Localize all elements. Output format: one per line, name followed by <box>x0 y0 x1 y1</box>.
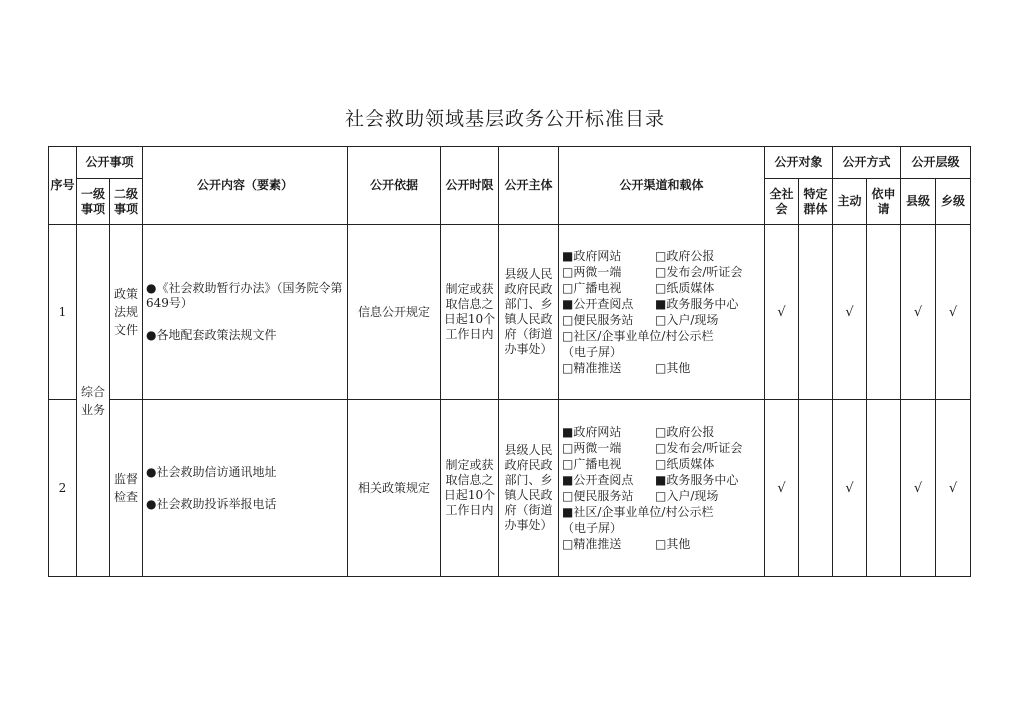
channel-item: ■政务服务中心 <box>655 473 739 487</box>
check-all: √ <box>765 225 799 400</box>
channel-item: □两微一端 <box>562 265 622 279</box>
channel-item: （电子屏） <box>562 521 623 535</box>
header-items: 公开事项 <box>77 147 143 179</box>
content-item: ●社会救助信访通讯地址 <box>146 464 277 479</box>
row-time: 制定或获取信息之日起10个工作日内 <box>441 225 499 400</box>
header-level-township: 乡级 <box>936 179 971 225</box>
header-content: 公开内容（要素） <box>143 147 348 225</box>
check-county: √ <box>901 400 936 577</box>
row-seq: 1 <box>49 225 77 400</box>
table-row <box>49 225 971 400</box>
channel-item: □纸质媒体 <box>655 457 715 471</box>
header-subject: 公开主体 <box>499 147 559 225</box>
channel-item: □便民服务站 <box>562 489 634 503</box>
row-seq: 2 <box>49 400 77 577</box>
row-level2: 监督检查 <box>110 400 143 577</box>
channel-item: ■公开查阅点 <box>562 473 634 487</box>
row-basis: 信息公开规定 <box>348 225 441 400</box>
row-subject: 县级人民政府民政部门、乡镇人民政府（街道办事处） <box>499 400 559 577</box>
header-level: 公开层级 <box>901 147 971 179</box>
row-content <box>143 400 348 577</box>
channel-item: □社区/企事业单位/村公示栏 <box>562 329 714 343</box>
header-basis: 公开依据 <box>348 147 441 225</box>
check-specific <box>799 400 833 577</box>
channel-item: □入户/现场 <box>655 489 719 503</box>
row-subject: 县级人民政府民政部门、乡镇人民政府（街道办事处） <box>499 225 559 400</box>
channel-item: □精准推送 <box>562 537 622 551</box>
header-time: 公开时限 <box>441 147 499 225</box>
channel-item: □广播电视 <box>562 457 622 471</box>
header-method-active: 主动 <box>833 179 867 225</box>
header-level1: 一级事项 <box>77 179 110 225</box>
header-target-specific: 特定群体 <box>799 179 833 225</box>
content-item: ●各地配套政策法规文件 <box>146 328 277 342</box>
channel-item: □便民服务站 <box>562 313 634 327</box>
header-level-county: 县级 <box>901 179 936 225</box>
channel-item: （电子屏） <box>562 345 623 359</box>
row-basis: 相关政策规定 <box>348 400 441 577</box>
check-township: √ <box>936 400 971 577</box>
row-level1: 综合业务 <box>77 225 110 577</box>
catalog-table <box>48 146 971 577</box>
content-item: ●《社会救助暂行办法》（国务院令第649号） <box>146 281 343 310</box>
header-level2: 二级事项 <box>110 179 143 225</box>
header-seq: 序号 <box>49 147 77 225</box>
channel-item: □政府公报 <box>655 249 715 263</box>
header-target: 公开对象 <box>765 147 833 179</box>
header-method-request: 依申请 <box>867 179 901 225</box>
table-row <box>49 400 971 577</box>
channel-item: □两微一端 <box>562 441 622 455</box>
row-channels <box>559 400 765 577</box>
check-township: √ <box>936 225 971 400</box>
check-all: √ <box>765 400 799 577</box>
header-channels: 公开渠道和载体 <box>559 147 765 225</box>
channel-item: ■社区/企事业单位/村公示栏 <box>562 505 714 519</box>
channel-item: □发布会/听证会 <box>655 265 743 279</box>
channel-item: □精准推送 <box>562 361 622 375</box>
channel-item: □广播电视 <box>562 281 622 295</box>
content-item: ●社会救助投诉举报电话 <box>146 496 277 511</box>
row-level2: 政策法规文件 <box>110 225 143 400</box>
channel-item: □纸质媒体 <box>655 281 715 295</box>
header-method: 公开方式 <box>833 147 901 179</box>
check-county: √ <box>901 225 936 400</box>
channel-item: ■政府网站 <box>562 425 622 439</box>
check-request <box>867 400 901 577</box>
channel-item: □其他 <box>655 537 691 551</box>
row-time: 制定或获取信息之日起10个工作日内 <box>441 400 499 577</box>
channel-item: ■公开查阅点 <box>562 297 634 311</box>
row-channels <box>559 225 765 400</box>
row-content <box>143 225 348 400</box>
check-active: √ <box>833 400 867 577</box>
channel-item: □政府公报 <box>655 425 715 439</box>
check-active: √ <box>833 225 867 400</box>
channel-item: ■政府网站 <box>562 249 622 263</box>
check-request <box>867 225 901 400</box>
channel-item: ■政务服务中心 <box>655 297 739 311</box>
header-target-all: 全社会 <box>765 179 799 225</box>
channel-item: □其他 <box>655 361 691 375</box>
check-specific <box>799 225 833 400</box>
page-title: 社会救助领域基层政务公开标准目录 <box>344 108 665 130</box>
channel-item: □发布会/听证会 <box>655 441 743 455</box>
channel-item: □入户/现场 <box>655 313 719 327</box>
